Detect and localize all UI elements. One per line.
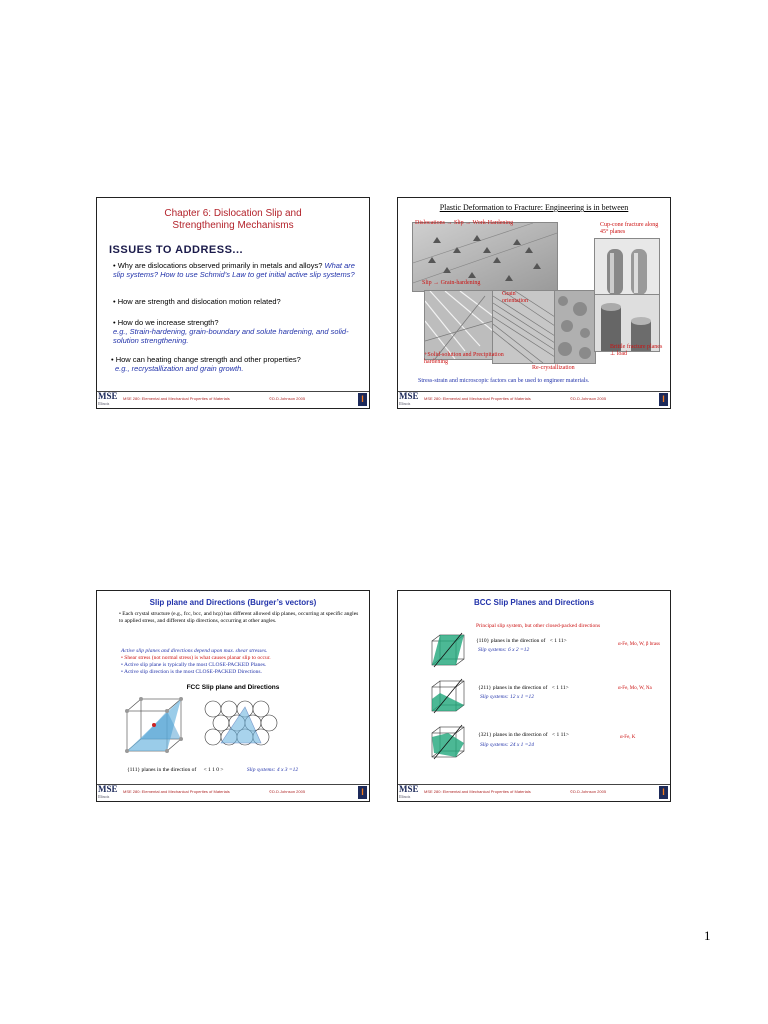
bcc-321-cube-diagram: [428, 723, 468, 763]
slide-title: Slip plane and Directions (Burger’s vectors): [149, 598, 317, 607]
row-2-plane: {211} planes in the direction of: [478, 685, 548, 691]
question-3: [113, 318, 353, 345]
grain-orientation-label: Grain orientation: [502, 291, 528, 304]
slide-footer: [97, 784, 369, 801]
row-3-slip-systems: Slip systems: 24 x 1 =24: [480, 742, 534, 748]
slide-footer: [398, 391, 670, 408]
bcc-211-cube-diagram: [428, 677, 468, 717]
copyright: ©D.D.Johnson 2005: [269, 396, 306, 401]
slide-footer: [398, 784, 670, 801]
question-1-text: • Why are dislocations observed primarily in metals and alloys?: [113, 261, 323, 270]
brittle-fracture-label: Brittle fracture planes ⊥ load: [610, 344, 663, 357]
fcc-slip-plane: {111} planes in the direction of: [127, 767, 197, 773]
uiuc-logo: I: [659, 393, 668, 406]
row-2-metals: α-Fe, Mo, W, Na: [618, 686, 652, 691]
row-2-slip-systems: Slip systems: 12 x 1 =12: [480, 694, 534, 700]
course-name: MSE 280: Elemental and Mechanical Properties of Materials: [424, 396, 531, 401]
bullet-shear-stress: • Shear stress (not normal stress) is what causes planar slip to occur.: [121, 655, 271, 661]
row-3-metals: α-Fe, K: [620, 735, 636, 740]
slide-subtitle: Principal slip system, but other closed-packed directions: [476, 623, 601, 629]
slide-footer: [97, 391, 369, 408]
question-1-detail: What are slip systems? How to use Schmid’s Law to get initial active slip systems?: [113, 261, 355, 279]
question-3-detail: e.g., Strain-hardening, grain-boundary and solute hardening, and solid-solution strengthening.: [113, 327, 349, 345]
solid-solution-label: +Solid-solution and Precipitation hardening: [424, 352, 504, 365]
question-4: [111, 355, 366, 373]
bcc-row-3: [478, 732, 569, 739]
mse-logo: MSE Illinois: [98, 784, 118, 799]
uiuc-logo: I: [358, 393, 367, 406]
bullet-slip-direction: • Active slip direction is the most CLOSE-PACKED Directions.: [121, 669, 262, 675]
row-3-plane: {321} planes in the direction of: [478, 732, 548, 738]
copyright: ©D.D.Johnson 2005: [570, 789, 607, 794]
copyright: ©D.D.Johnson 2005: [570, 396, 607, 401]
course-name: MSE 280: Elemental and Mechanical Properties of Materials: [123, 396, 230, 401]
dislocations-label: Dislocations → Slip → Work-Hardening: [415, 220, 514, 226]
slide-title: [97, 208, 369, 232]
copyright: ©D.D.Johnson 2005: [269, 789, 306, 794]
fcc-slip-summary: [127, 767, 298, 774]
uiuc-logo: I: [358, 786, 367, 799]
slide-caption: Stress-strain and microscopic factors can be used to engineer materials.: [418, 378, 590, 384]
question-2: • How are strength and dislocation motion related?: [113, 297, 281, 306]
question-4-detail: e.g., recrystallization and grain growth.: [115, 364, 244, 373]
slide-plastic-deformation: [397, 197, 671, 409]
page-number: 1: [704, 928, 711, 943]
slide-slip-plane-directions: [96, 590, 370, 802]
bcc-row-2: [478, 685, 569, 692]
row-3-direction: < 1 11>: [551, 732, 569, 738]
cup-cone-label: Cup-cone fracture along 45° planes: [600, 222, 659, 235]
bcc-110-cube-diagram: [428, 631, 468, 671]
slide-title: Plastic Deformation to Fracture: Engineering is in between: [439, 203, 629, 212]
fcc-slip-systems: Slip systems: 4 x 3 =12: [246, 767, 299, 773]
bcc-row-1: [476, 638, 567, 645]
mse-logo: MSE Illinois: [98, 391, 118, 406]
mse-logo: MSE Illinois: [399, 391, 419, 406]
question-4-text: • How can heating change strength and other properties?: [111, 355, 301, 364]
question-3-text: • How do we increase strength?: [113, 318, 219, 327]
issues-heading: ISSUES TO ADDRESS...: [109, 244, 244, 256]
title-line-2: Strengthening Mechanisms: [172, 220, 294, 231]
mse-logo: MSE Illinois: [399, 784, 419, 799]
row-1-metals: α-Fe, Mo, W, β brass: [618, 642, 660, 647]
title-line-1: Chapter 6: Dislocation Slip and: [164, 208, 302, 219]
question-1: [113, 261, 363, 279]
paragraph-crystal-structure: • Each crystal structure (e.g., fcc, bcc, and hcp) has different allowed slip planes, occurring at specific angles to applied stress, and different slip directions, occurring at other angles.: [119, 611, 359, 624]
row-2-direction: < 1 11>: [551, 685, 569, 691]
slide-chapter-6: [96, 197, 370, 409]
slide-bcc-slip-planes: [397, 590, 671, 802]
slide-title: BCC Slip Planes and Directions: [473, 598, 595, 607]
close-packed-plane-diagram: [201, 699, 285, 757]
fcc-unit-cell-diagram: [119, 695, 189, 757]
row-1-direction: < 1 11>: [549, 638, 567, 644]
cup-cone-fracture-photo: [594, 238, 660, 296]
row-1-plane: {110} planes in the direction of: [476, 638, 546, 644]
course-name: MSE 280: Elemental and Mechanical Properties of Materials: [424, 789, 531, 794]
bullet-slip-plane: • Active slip plane is typically the most CLOSE-PACKED Planes.: [121, 662, 267, 668]
recrystallization-label: Re-crystallization: [532, 365, 575, 371]
fcc-subtitle: FCC Slip plane and Directions: [186, 684, 280, 691]
row-1-slip-systems: Slip systems: 6 x 2 =12: [478, 647, 530, 653]
paragraph-active-slip: Active slip planes and directions depend upon max. shear stresses.: [121, 648, 268, 654]
recrystallization-micrograph: [554, 290, 596, 364]
grain-micrograph: [424, 290, 494, 360]
slip-grain-label: Slip → Grain-hardening: [422, 280, 481, 286]
uiuc-logo: I: [659, 786, 668, 799]
fcc-slip-direction: < 1 1 0 >: [203, 767, 224, 773]
course-name: MSE 280: Elemental and Mechanical Properties of Materials: [123, 789, 230, 794]
